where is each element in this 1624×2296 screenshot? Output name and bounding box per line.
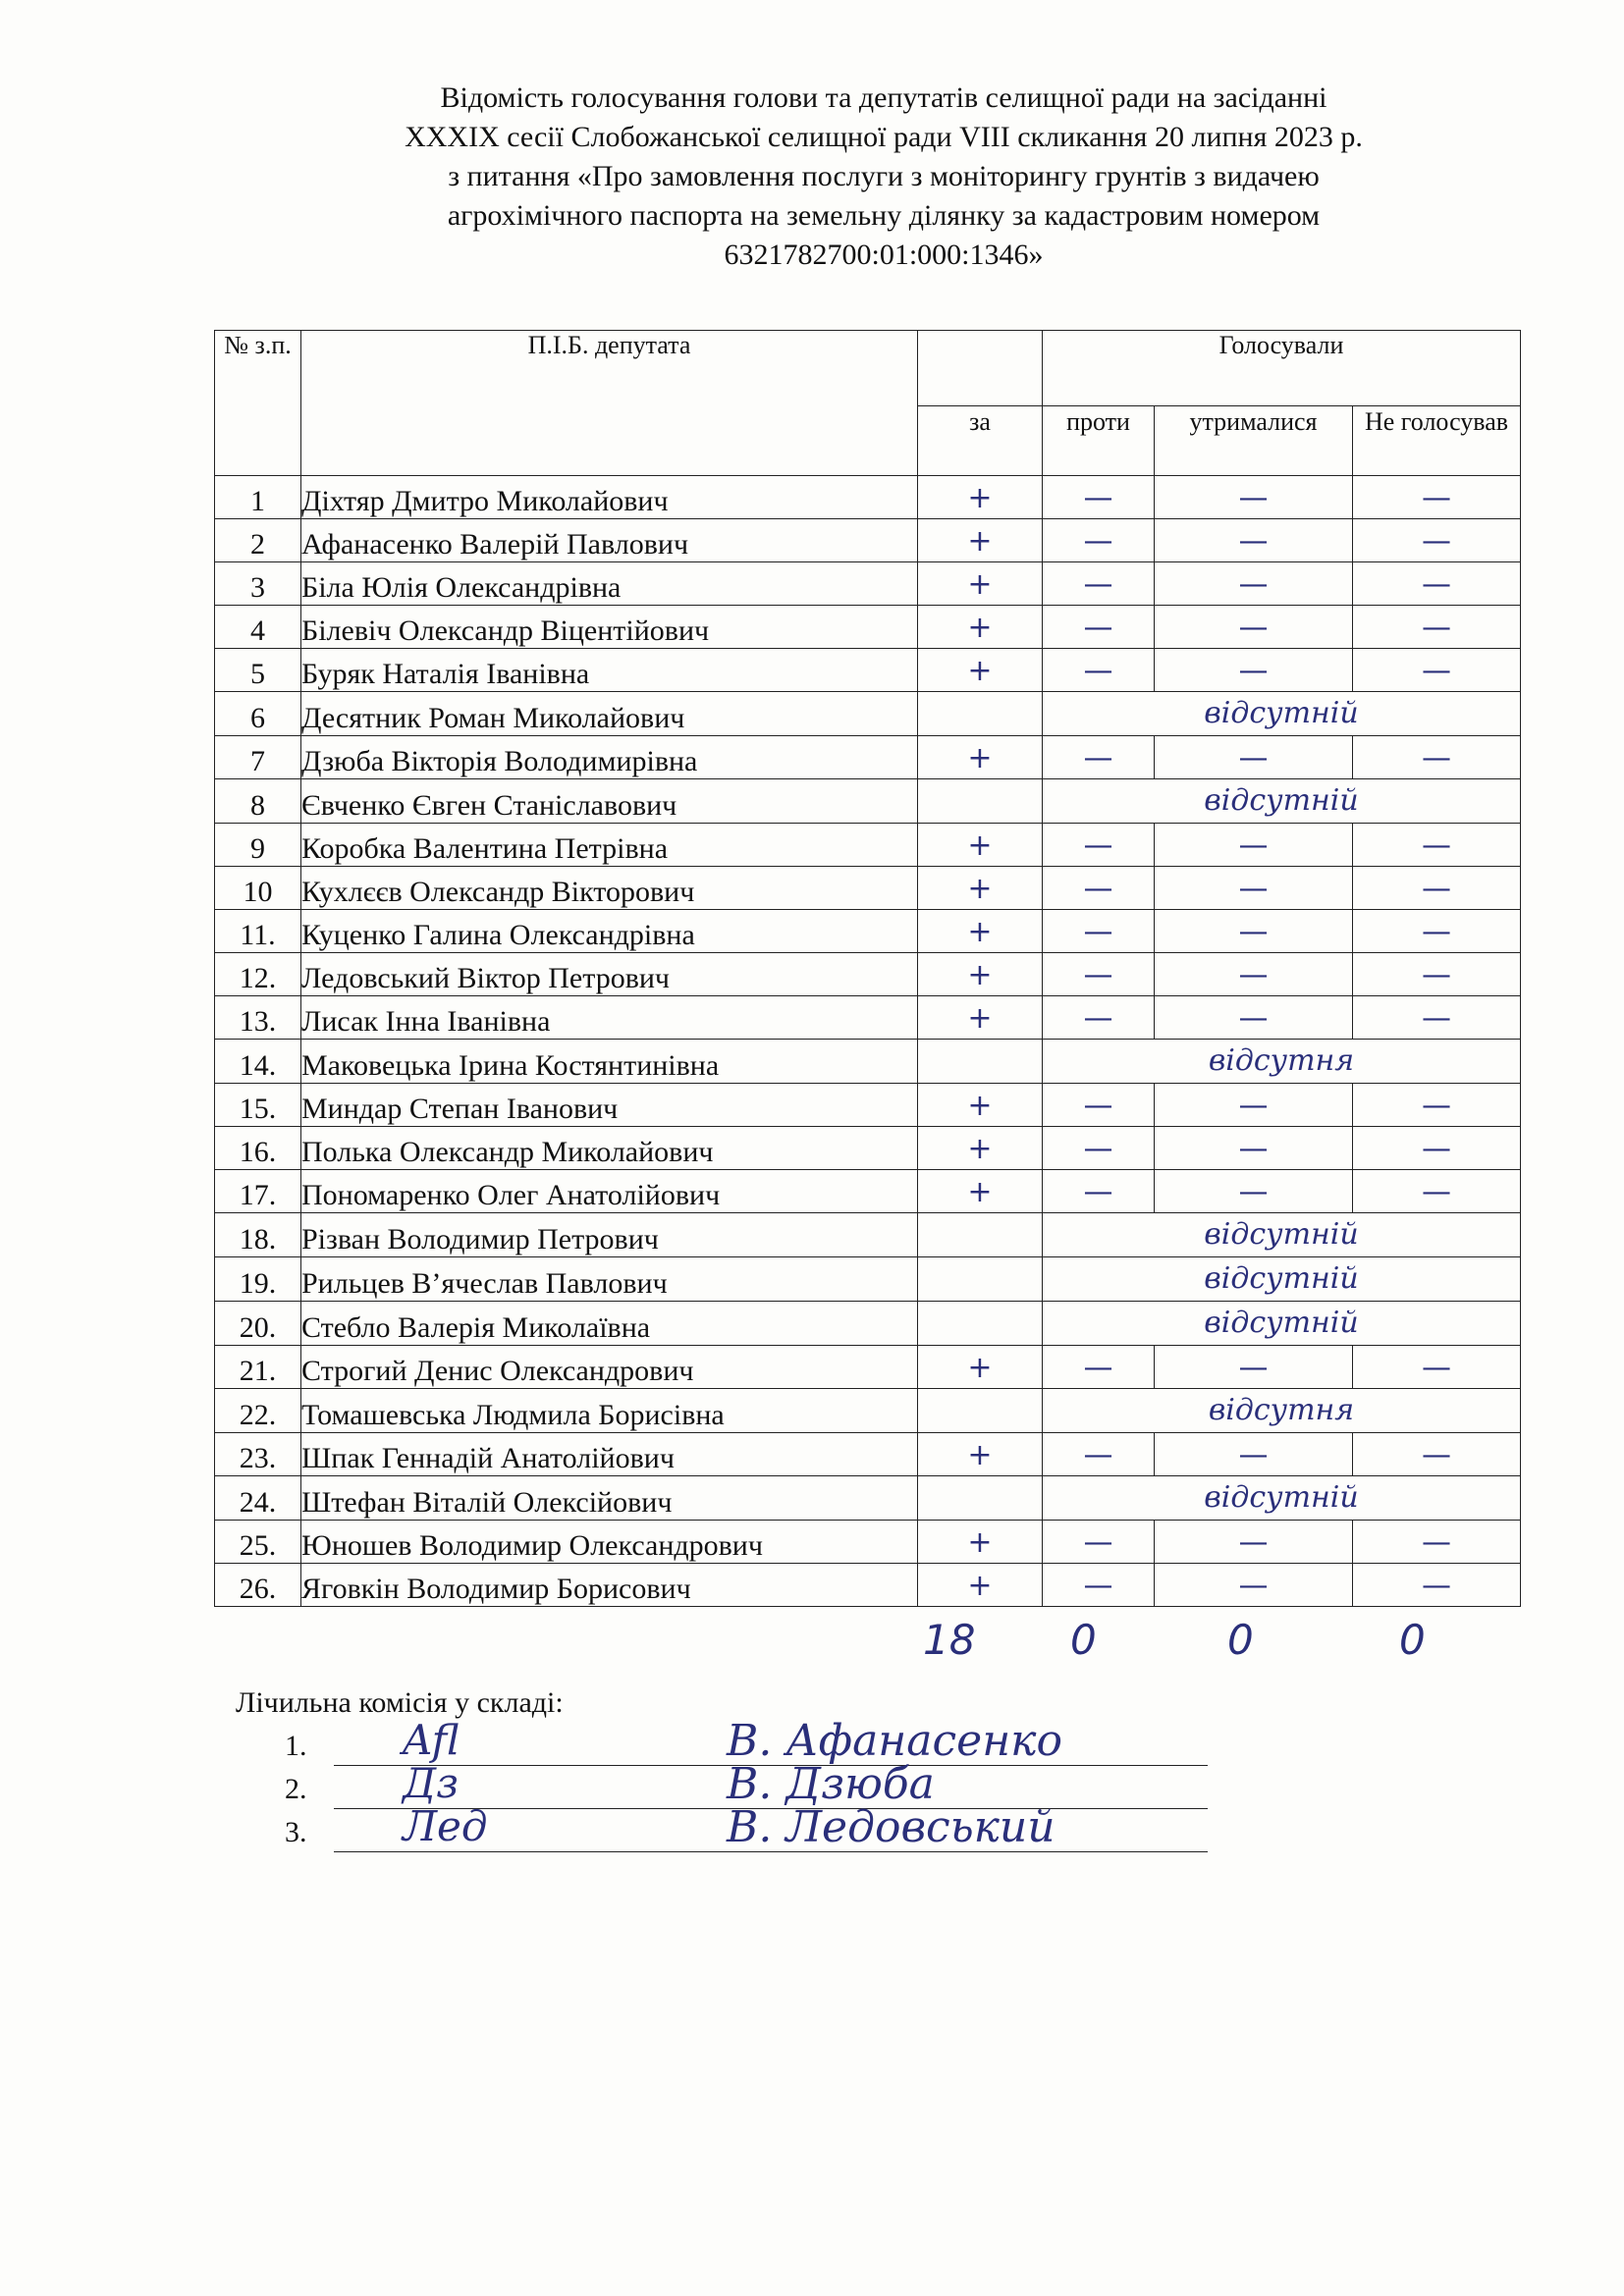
table-row [215, 1040, 1521, 1084]
vote-for: + [918, 1433, 1043, 1476]
vote-for [918, 1302, 1043, 1346]
row-number: 2 [215, 519, 301, 562]
vote-against: — [1043, 953, 1155, 996]
commission-title: Лічильна комісія у складі: [236, 1686, 564, 1719]
deputy-name: Пономаренко Олег Анатолійович [301, 1170, 918, 1213]
table-row [215, 996, 1521, 1040]
row-number: 8 [215, 779, 301, 824]
table-row [215, 1127, 1521, 1170]
row-number: 18. [215, 1213, 301, 1257]
table-row [215, 910, 1521, 953]
table-row [215, 1346, 1521, 1389]
vote-for: + [918, 910, 1043, 953]
vote-against: — [1043, 867, 1155, 910]
vote-for: + [918, 1127, 1043, 1170]
column-header-blank [918, 331, 1043, 406]
row-number: 25. [215, 1521, 301, 1564]
row-number: 17. [215, 1170, 301, 1213]
member-number: 3. [285, 1816, 307, 1848]
vote-novote: — [1353, 1521, 1521, 1564]
table-row [215, 867, 1521, 910]
vote-against: — [1043, 824, 1155, 867]
total-for: 18 [923, 1616, 976, 1664]
deputy-name: Строгий Денис Олександрович [301, 1346, 918, 1389]
vote-novote: — [1353, 649, 1521, 692]
table-row [215, 953, 1521, 996]
row-number: 1 [215, 476, 301, 519]
vote-for: + [918, 519, 1043, 562]
vote-for [918, 1389, 1043, 1433]
row-number: 21. [215, 1346, 301, 1389]
column-header-for: за [918, 406, 1043, 476]
commission-list [285, 1716, 1208, 1855]
member-number: 2. [285, 1773, 307, 1805]
vote-against: — [1043, 910, 1155, 953]
vote-novote: — [1353, 476, 1521, 519]
vote-abstain: — [1155, 649, 1353, 692]
vote-abstain: — [1155, 1433, 1353, 1476]
total-novote: 0 [1399, 1616, 1426, 1664]
deputy-name: Стебло Валерія Миколаївна [301, 1302, 918, 1346]
vote-against: — [1043, 606, 1155, 649]
vote-for: + [918, 1346, 1043, 1389]
vote-abstain: — [1155, 910, 1353, 953]
vote-abstain: — [1155, 867, 1353, 910]
vote-against: — [1043, 1521, 1155, 1564]
signature: Afl [403, 1716, 460, 1764]
vote-against: — [1043, 1127, 1155, 1170]
vote-novote: — [1353, 1084, 1521, 1127]
member-name: В. Афанасенко [727, 1716, 1062, 1766]
header-line-2: XXXIX сесії Слобожанської селищної ради VIII скликання 20 липня 2023 р. [405, 121, 1363, 153]
deputy-name: Різван Володимир Петрович [301, 1213, 918, 1257]
vote-novote: — [1353, 1127, 1521, 1170]
vote-for: + [918, 606, 1043, 649]
vote-abstain: — [1155, 606, 1353, 649]
vote-for [918, 692, 1043, 736]
deputy-name: Шпак Геннадій Анатолійович [301, 1433, 918, 1476]
vote-for [918, 1476, 1043, 1521]
row-number: 5 [215, 649, 301, 692]
table-row [215, 1433, 1521, 1476]
absent-note: відсутній [1043, 1476, 1521, 1521]
table-row [215, 1521, 1521, 1564]
deputy-name: Дзюба Вікторія Володимирівна [301, 736, 918, 779]
table-row [215, 606, 1521, 649]
row-number: 26. [215, 1564, 301, 1607]
voting-table [214, 330, 1521, 1607]
vote-for: + [918, 953, 1043, 996]
vote-novote: — [1353, 910, 1521, 953]
deputy-name: Томашевська Людмила Борисівна [301, 1389, 918, 1433]
vote-abstain: — [1155, 1127, 1353, 1170]
signature: Дз [403, 1759, 460, 1807]
vote-novote: — [1353, 996, 1521, 1040]
header-line-4: агрохімічного паспорта на земельну ділянку за кадастровим номером [447, 199, 1321, 232]
vote-abstain: — [1155, 519, 1353, 562]
vote-novote: — [1353, 519, 1521, 562]
deputy-name: Маковецька Ірина Костянтинівна [301, 1040, 918, 1084]
deputy-name: Рильцев В’ячеслав Павлович [301, 1257, 918, 1302]
vote-against: — [1043, 1084, 1155, 1127]
deputy-name: Євченко Євген Станіславович [301, 779, 918, 824]
row-number: 13. [215, 996, 301, 1040]
table-row [215, 736, 1521, 779]
total-against: 0 [1070, 1616, 1097, 1664]
absent-note: відсутня [1043, 1040, 1521, 1084]
row-number: 16. [215, 1127, 301, 1170]
row-number: 10 [215, 867, 301, 910]
table-row [215, 1389, 1521, 1433]
vote-novote: — [1353, 1433, 1521, 1476]
column-header-against: проти [1043, 406, 1155, 476]
row-number: 7 [215, 736, 301, 779]
table-row [215, 562, 1521, 606]
deputy-name: Коробка Валентина Петрівна [301, 824, 918, 867]
vote-for: + [918, 1170, 1043, 1213]
row-number: 4 [215, 606, 301, 649]
document-header [196, 79, 1571, 275]
vote-for: + [918, 824, 1043, 867]
vote-abstain: — [1155, 1521, 1353, 1564]
table-row [215, 1170, 1521, 1213]
deputy-name: Штефан Віталій Олексійович [301, 1476, 918, 1521]
table-row [215, 779, 1521, 824]
vote-for [918, 1213, 1043, 1257]
row-number: 11. [215, 910, 301, 953]
vote-novote: — [1353, 1564, 1521, 1607]
table-row [215, 824, 1521, 867]
vote-against: — [1043, 1433, 1155, 1476]
header-line-1: Відомість голосування голови та депутатів селищної ради на засіданні [440, 81, 1327, 114]
absent-note: відсутній [1043, 1213, 1521, 1257]
vote-for: + [918, 1521, 1043, 1564]
vote-abstain: — [1155, 736, 1353, 779]
vote-for: + [918, 1084, 1043, 1127]
header-line-3: з питання «Про замовлення послуги з моніторингу грунтів з видачею [448, 160, 1320, 192]
table-row [215, 519, 1521, 562]
column-header-number: № з.п. [215, 331, 301, 476]
deputy-name: Діхтяр Дмитро Миколайович [301, 476, 918, 519]
vote-against: — [1043, 519, 1155, 562]
vote-for: + [918, 1564, 1043, 1607]
vote-against: — [1043, 649, 1155, 692]
vote-against: — [1043, 476, 1155, 519]
vote-for: + [918, 736, 1043, 779]
absent-note: відсутній [1043, 1257, 1521, 1302]
table-row [215, 1257, 1521, 1302]
vote-novote: — [1353, 1170, 1521, 1213]
vote-abstain: — [1155, 562, 1353, 606]
vote-against: — [1043, 996, 1155, 1040]
deputy-name: Полька Олександр Миколайович [301, 1127, 918, 1170]
vote-against: — [1043, 736, 1155, 779]
vote-novote: — [1353, 824, 1521, 867]
table-row [215, 649, 1521, 692]
vote-against: — [1043, 1346, 1155, 1389]
table-row [215, 1084, 1521, 1127]
row-number: 15. [215, 1084, 301, 1127]
table-row [215, 1213, 1521, 1257]
vote-novote: — [1353, 562, 1521, 606]
table-row [215, 476, 1521, 519]
vote-for: + [918, 867, 1043, 910]
deputy-name: Куценко Галина Олександрівна [301, 910, 918, 953]
vote-for: + [918, 996, 1043, 1040]
commission-member [285, 1802, 1208, 1855]
member-number: 1. [285, 1730, 307, 1762]
vote-abstain: — [1155, 824, 1353, 867]
deputy-name: Миндар Степан Іванович [301, 1084, 918, 1127]
deputy-name: Афанасенко Валерій Павлович [301, 519, 918, 562]
vote-against: — [1043, 1564, 1155, 1607]
table-row [215, 692, 1521, 736]
vote-abstain: — [1155, 1346, 1353, 1389]
row-number: 24. [215, 1476, 301, 1521]
vote-for: + [918, 649, 1043, 692]
vote-abstain: — [1155, 1084, 1353, 1127]
row-number: 14. [215, 1040, 301, 1084]
total-abstain: 0 [1227, 1616, 1254, 1664]
column-header-abstain: утрималися [1155, 406, 1353, 476]
vote-abstain: — [1155, 953, 1353, 996]
column-header-novote: Не голосував [1353, 406, 1521, 476]
vote-against: — [1043, 1170, 1155, 1213]
row-number: 20. [215, 1302, 301, 1346]
vote-against: — [1043, 562, 1155, 606]
deputy-name: Білевіч Олександр Віцентійович [301, 606, 918, 649]
table-row [215, 1302, 1521, 1346]
vote-novote: — [1353, 867, 1521, 910]
deputy-name: Десятник Роман Миколайович [301, 692, 918, 736]
deputy-name: Біла Юлія Олександрівна [301, 562, 918, 606]
row-number: 22. [215, 1389, 301, 1433]
absent-note: відсутній [1043, 692, 1521, 736]
vote-novote: — [1353, 953, 1521, 996]
header-line-5: 6321782700:01:000:1346» [724, 239, 1044, 271]
row-number: 6 [215, 692, 301, 736]
vote-abstain: — [1155, 476, 1353, 519]
vote-novote: — [1353, 1346, 1521, 1389]
vote-for [918, 1040, 1043, 1084]
vote-novote: — [1353, 736, 1521, 779]
vote-for [918, 779, 1043, 824]
row-number: 19. [215, 1257, 301, 1302]
absent-note: відсутня [1043, 1389, 1521, 1433]
column-header-voted: Голосували [1043, 331, 1521, 406]
absent-note: відсутній [1043, 1302, 1521, 1346]
row-number: 9 [215, 824, 301, 867]
absent-note: відсутній [1043, 779, 1521, 824]
row-number: 23. [215, 1433, 301, 1476]
deputy-name: Ледовський Віктор Петрович [301, 953, 918, 996]
deputy-name: Яговкін Володимир Борисович [301, 1564, 918, 1607]
member-name: В. Ледовський [727, 1802, 1056, 1852]
table-row [215, 1564, 1521, 1607]
vote-abstain: — [1155, 996, 1353, 1040]
vote-for: + [918, 562, 1043, 606]
row-number: 3 [215, 562, 301, 606]
vote-for: + [918, 476, 1043, 519]
deputy-name: Лисак Інна Іванівна [301, 996, 918, 1040]
column-header-name: П.І.Б. депутата [301, 331, 918, 476]
row-number: 12. [215, 953, 301, 996]
table-row [215, 1476, 1521, 1521]
vote-for [918, 1257, 1043, 1302]
vote-abstain: — [1155, 1170, 1353, 1213]
signature: Лед [403, 1802, 488, 1850]
deputy-name: Буряк Наталія Іванівна [301, 649, 918, 692]
deputy-name: Юношев Володимир Олександрович [301, 1521, 918, 1564]
deputy-name: Кухлєєв Олександр Вікторович [301, 867, 918, 910]
member-name: В. Дзюба [727, 1759, 935, 1809]
vote-abstain: — [1155, 1564, 1353, 1607]
vote-novote: — [1353, 606, 1521, 649]
